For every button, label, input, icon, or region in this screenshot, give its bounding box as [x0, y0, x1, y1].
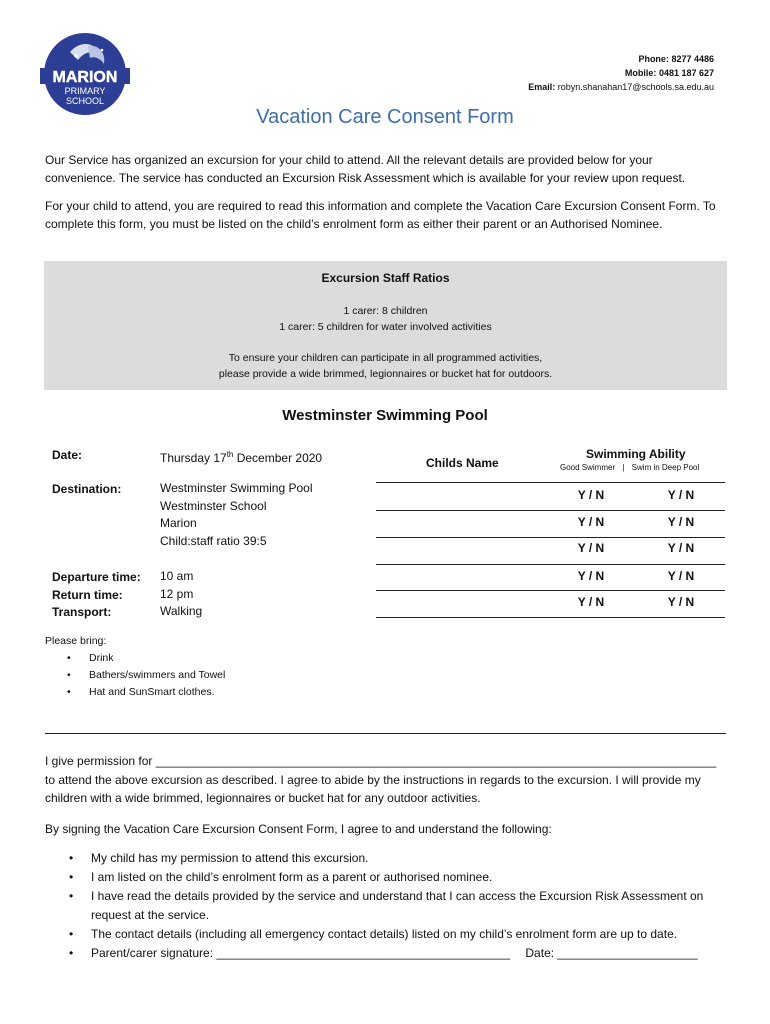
intro-paragraph-1: Our Service has organized an excursion for your child to attend. All the relevant details are provided below for your convenience. The service has conducted an Excursion Risk Assessment which is available for your review upon request. — [45, 153, 686, 185]
destination-line: Marion — [160, 516, 197, 530]
ratio-line-2: 1 carer: 5 children for water involved activities — [279, 321, 492, 333]
row-divider — [376, 590, 725, 591]
school-logo — [40, 32, 130, 117]
email-label: Email: — [528, 82, 556, 92]
ratio-line-1: 1 carer: 8 children — [343, 305, 428, 317]
date-label: Date: — [52, 448, 83, 462]
date-day: Thursday 17 — [160, 451, 227, 465]
phone-label: Phone: — [638, 54, 669, 64]
destination-line: Child:staff ratio 39:5 — [160, 533, 267, 548]
swim-deep-label: Swim in Deep Pool — [631, 463, 700, 472]
good-swimmer-yn[interactable]: Y / N — [577, 595, 605, 609]
permission-child-name-field[interactable]: I give permission for ____________________________________________________________________________________ — [45, 754, 717, 768]
intro-paragraph-2: For your child to attend, you are required to read this information and complete the Vacation Care Excursion Consent Form. To complete this form, you must be listed on the child’s enrolment form as either their parent or an Authorised Nominee. — [45, 199, 716, 231]
ability-subheader — [560, 463, 699, 472]
good-swimmer-yn[interactable]: Y / N — [577, 541, 605, 555]
departure-label: Departure time: — [52, 570, 141, 584]
ratio-line-4: please provide a wide brimmed, legionnaires or bucket hat for outdoors. — [218, 368, 553, 380]
agreement-item: • My child has my permission to attend this excursion. — [91, 849, 731, 868]
destination-line: Westminster School — [160, 498, 267, 513]
email-line — [528, 80, 714, 94]
row-divider — [376, 482, 725, 483]
phone-line — [528, 52, 714, 66]
destination-label: Destination: — [52, 482, 122, 496]
bring-item: • Bathers/swimmers and Towel — [89, 667, 225, 684]
deep-pool-yn[interactable]: Y / N — [667, 569, 695, 583]
child-rows — [376, 482, 725, 622]
transport-label: Transport: — [52, 605, 112, 619]
deep-pool-yn[interactable]: Y / N — [667, 541, 695, 555]
section-divider — [45, 733, 726, 734]
row-divider — [376, 537, 725, 538]
good-swimmer-yn[interactable]: Y / N — [577, 515, 605, 529]
ratio-heading: Excursion Staff Ratios — [321, 271, 450, 285]
agreement-item: • The contact details (including all emergency contact details) listed on my child’s enrolment form are up to date. — [91, 925, 731, 944]
destination-line: Westminster Swimming Pool — [160, 481, 313, 495]
venue-heading: Westminster Swimming Pool — [282, 407, 488, 424]
good-swimmer-label: Good Swimmer — [560, 463, 616, 472]
date-value — [160, 446, 322, 468]
row-divider — [376, 564, 725, 565]
transport-value: Walking — [160, 604, 203, 618]
bring-item: • Hat and SunSmart clothes. — [89, 684, 225, 701]
page-title: Vacation Care Consent Form — [256, 106, 514, 128]
good-swimmer-yn[interactable]: Y / N — [577, 488, 605, 502]
return-value: 12 pm — [160, 586, 194, 601]
staff-ratio-box — [44, 261, 727, 390]
mobile-value: 0481 187 627 — [658, 68, 714, 78]
agreement-intro: By signing the Vacation Care Excursion Consent Form, I agree to and understand the following: — [45, 822, 552, 836]
agreement-item: • I am listed on the child’s enrolment form as a parent or authorised nominee. — [91, 868, 731, 887]
logo-text-primary: PRIMARY — [64, 86, 106, 96]
signature-field[interactable]: Parent/carer signature: ____________________________________________ — [91, 946, 511, 960]
date-suffix: th — [226, 450, 234, 459]
return-label: Return time: — [52, 587, 123, 602]
deep-pool-yn[interactable]: Y / N — [667, 595, 695, 609]
logo-text-school: SCHOOL — [65, 96, 105, 106]
please-bring-heading: Please bring: — [45, 635, 107, 647]
times-labels — [52, 569, 141, 622]
phone-value: 8277 4486 — [671, 54, 714, 64]
contact-block — [528, 52, 714, 94]
date-month-year: December 2020 — [233, 451, 323, 465]
mobile-line — [528, 66, 714, 80]
permission-text: to attend the above excursion as described. I agree to abide by the instructions in regards to the excursion. I will provide my children with a wide brimmed, legionnaires or bucket hat for any outdoor activities. — [45, 773, 701, 805]
destination-value — [160, 480, 312, 550]
agreement-list — [91, 849, 731, 963]
deep-pool-yn[interactable]: Y / N — [667, 488, 695, 502]
childs-name-header: Childs Name — [426, 456, 499, 470]
row-divider — [376, 510, 725, 511]
times-values — [160, 568, 202, 621]
agreement-item: • I have read the details provided by the service and understand that I can access the Excursion Risk Assessment on request at the service. — [91, 887, 731, 925]
deep-pool-yn[interactable]: Y / N — [667, 515, 695, 529]
logo-text-marion: MARION — [52, 69, 118, 86]
departure-value: 10 am — [160, 569, 194, 583]
email-value[interactable]: robyn.shanahan17@schools.sa.edu.au — [557, 82, 714, 92]
bring-item: • Drink — [89, 650, 225, 667]
mobile-label: Mobile: — [624, 68, 657, 78]
row-divider — [376, 617, 725, 618]
good-swimmer-yn[interactable]: Y / N — [577, 569, 605, 583]
please-bring-list — [45, 633, 225, 701]
signature-date-field[interactable]: Date: _____________________ — [525, 946, 698, 960]
subheader-separator: | — [622, 463, 625, 472]
ratio-line-3: To ensure your children can participate in all programmed activities, — [228, 352, 543, 364]
swimming-ability-header: Swimming Ability — [586, 447, 686, 461]
signature-row — [91, 944, 731, 963]
